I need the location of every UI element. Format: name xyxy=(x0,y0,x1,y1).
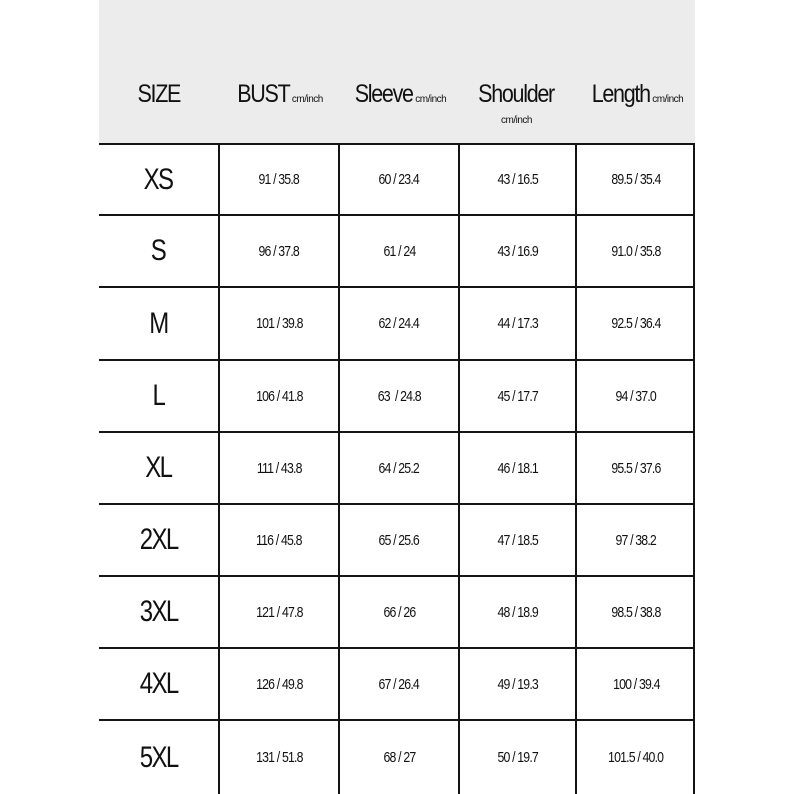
cell-length xyxy=(575,216,695,286)
bust-value: 131 / 51.8 xyxy=(255,749,303,766)
length-value: 101.5 / 40.0 xyxy=(608,749,664,766)
cell-shoulder xyxy=(458,145,575,214)
size-value: XS xyxy=(144,162,173,196)
cell-length xyxy=(575,721,695,794)
cell-sleeve xyxy=(338,649,458,719)
cell-bust xyxy=(218,361,338,431)
cell-bust xyxy=(218,433,338,503)
header-length xyxy=(575,0,695,143)
shoulder-value: 43 / 16.9 xyxy=(497,242,538,260)
bust-value: 126 / 49.8 xyxy=(255,675,303,693)
bust-value: 101 / 39.8 xyxy=(255,315,303,332)
bust-value: 111 / 43.8 xyxy=(256,459,302,477)
header-bust-label: BUST xyxy=(237,80,290,108)
size-chart-table xyxy=(99,0,695,794)
header-shoulder xyxy=(458,0,575,143)
cell-shoulder xyxy=(458,721,575,794)
header-size xyxy=(99,0,218,143)
cell-length xyxy=(575,288,695,359)
bust-value: 116 / 45.8 xyxy=(256,531,302,549)
cell-bust xyxy=(218,577,338,647)
cell-length xyxy=(575,361,695,431)
cell-length xyxy=(575,145,695,214)
cell-shoulder xyxy=(458,649,575,719)
size-value: S xyxy=(151,234,166,267)
cell-shoulder xyxy=(458,361,575,431)
header-bust-unit: cm/inch xyxy=(291,94,323,105)
header-sleeve xyxy=(338,0,458,143)
sleeve-value: 64 / 25.2 xyxy=(378,459,420,477)
length-value: 97 / 38.2 xyxy=(615,531,657,549)
header-shoulder-unit: cm/inch xyxy=(501,115,532,126)
sleeve-value: 63 / 24.8 xyxy=(377,387,421,405)
cell-size xyxy=(99,433,218,503)
size-value: 2XL xyxy=(139,523,178,556)
cell-sleeve xyxy=(338,721,458,794)
sleeve-value: 68 / 27 xyxy=(383,749,415,766)
cell-shoulder xyxy=(458,505,575,575)
cell-bust xyxy=(218,505,338,575)
cell-bust xyxy=(218,649,338,719)
bust-value: 106 / 41.8 xyxy=(255,387,303,405)
cell-shoulder xyxy=(458,216,575,286)
table-row xyxy=(99,575,695,647)
cell-size xyxy=(99,649,218,719)
bust-value: 121 / 47.8 xyxy=(255,603,303,621)
table-right-border xyxy=(693,143,695,794)
sleeve-value: 66 / 26 xyxy=(383,603,415,621)
cell-shoulder xyxy=(458,433,575,503)
table-row xyxy=(99,719,695,794)
table-row xyxy=(99,214,695,286)
size-value: 5XL xyxy=(139,740,178,774)
length-value: 95.5 / 37.6 xyxy=(611,459,661,477)
header-shoulder-label: Shoulder xyxy=(478,80,555,108)
cell-size xyxy=(99,361,218,431)
sleeve-value: 65 / 25.6 xyxy=(378,531,420,549)
table-header xyxy=(99,0,695,143)
header-sleeve-label: Sleeve xyxy=(354,80,413,108)
shoulder-value: 49 / 19.3 xyxy=(497,675,538,693)
table-row xyxy=(99,431,695,503)
header-bust xyxy=(218,0,338,143)
shoulder-value: 46 / 18.1 xyxy=(497,459,538,477)
cell-bust xyxy=(218,721,338,794)
cell-size xyxy=(99,288,218,359)
cell-bust xyxy=(218,216,338,286)
table-row xyxy=(99,503,695,575)
size-value: M xyxy=(149,306,168,340)
length-value: 91.0 / 35.8 xyxy=(611,242,661,260)
cell-shoulder xyxy=(458,577,575,647)
bust-value: 96 / 37.8 xyxy=(258,242,300,260)
table-row xyxy=(99,359,695,431)
sleeve-value: 62 / 24.4 xyxy=(378,315,420,332)
sleeve-value: 61 / 24 xyxy=(383,242,415,260)
table-row xyxy=(99,647,695,719)
cell-sleeve xyxy=(338,288,458,359)
cell-sleeve xyxy=(338,145,458,214)
table-row xyxy=(99,143,695,214)
header-sleeve-unit: cm/inch xyxy=(415,94,447,105)
cell-length xyxy=(575,649,695,719)
sleeve-value: 67 / 26.4 xyxy=(378,675,420,693)
cell-sleeve xyxy=(338,361,458,431)
cell-bust xyxy=(218,145,338,214)
length-value: 92.5 / 36.4 xyxy=(611,315,661,332)
cell-length xyxy=(575,505,695,575)
size-value: 4XL xyxy=(139,667,178,700)
cell-size xyxy=(99,577,218,647)
header-size-label: SIZE xyxy=(137,80,180,108)
header-length-unit: cm/inch xyxy=(652,94,684,105)
bust-value: 91 / 35.8 xyxy=(258,171,300,188)
table-row xyxy=(99,286,695,359)
cell-size xyxy=(99,145,218,214)
cell-bust xyxy=(218,288,338,359)
shoulder-value: 48 / 18.9 xyxy=(497,603,538,621)
cell-sleeve xyxy=(338,505,458,575)
size-value: 3XL xyxy=(139,595,178,628)
length-value: 89.5 / 35.4 xyxy=(611,171,661,188)
cell-size xyxy=(99,216,218,286)
cell-sleeve xyxy=(338,433,458,503)
cell-length xyxy=(575,577,695,647)
shoulder-value: 45 / 17.7 xyxy=(497,387,538,405)
shoulder-value: 50 / 19.7 xyxy=(497,749,538,766)
shoulder-value: 44 / 17.3 xyxy=(497,315,538,332)
length-value: 98.5 / 38.8 xyxy=(611,603,661,621)
size-value: XL xyxy=(145,451,172,484)
length-value: 94 / 37.0 xyxy=(615,387,657,405)
cell-sleeve xyxy=(338,577,458,647)
cell-sleeve xyxy=(338,216,458,286)
sleeve-value: 60 / 23.4 xyxy=(378,171,420,188)
size-value: L xyxy=(152,379,165,412)
shoulder-value: 43 / 16.5 xyxy=(497,171,538,188)
cell-shoulder xyxy=(458,288,575,359)
header-length-label: Length xyxy=(591,80,650,108)
cell-size xyxy=(99,721,218,794)
cell-size xyxy=(99,505,218,575)
shoulder-value: 47 / 18.5 xyxy=(497,531,538,549)
length-value: 100 / 39.4 xyxy=(612,675,660,693)
cell-length xyxy=(575,433,695,503)
